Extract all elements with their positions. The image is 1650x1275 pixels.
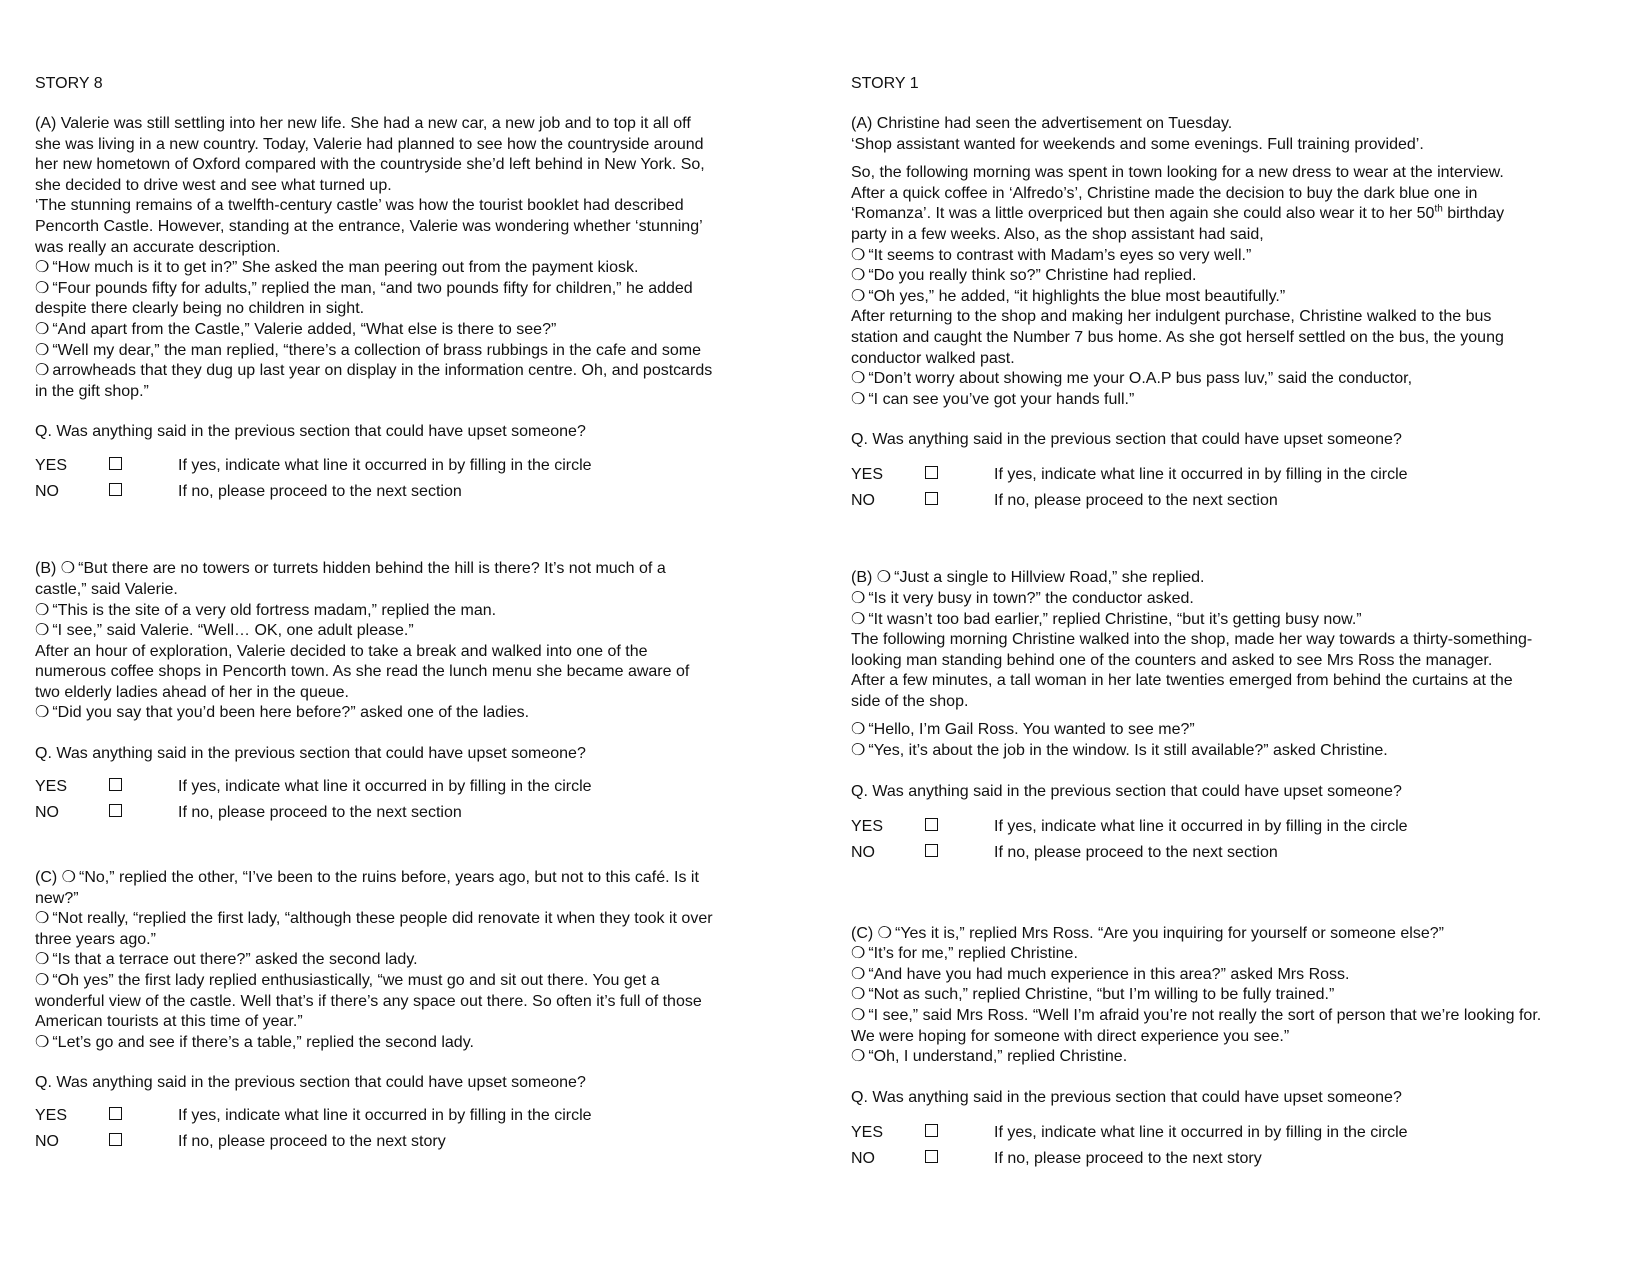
no-option: [851, 842, 1623, 868]
story-title: STORY 1: [851, 75, 919, 92]
no-checkbox[interactable]: [109, 804, 122, 817]
text-line: side of the shop.: [851, 692, 969, 710]
circle-bullet-icon[interactable]: ❍: [851, 246, 866, 264]
circle-bullet-icon[interactable]: ❍: [35, 362, 50, 380]
circle-bullet-icon[interactable]: ❍: [851, 721, 866, 739]
yes-instruction: If yes, indicate what line it occurred in by filling in the circle: [178, 778, 592, 796]
no-instruction: If no, please proceed to the next section: [994, 492, 1278, 510]
text-line: despite there clearly being no children in sight.: [35, 300, 365, 318]
circle-bullet-icon[interactable]: ❍: [876, 569, 892, 587]
text-line: she decided to drive west and see what turned up.: [35, 176, 392, 194]
dialogue-line: ❍ “Is that a terrace out there?” asked the second lady.: [35, 950, 805, 971]
text-line: (A) Valerie was still settling into her new life. She had a new car, a new job and to top it all off: [35, 115, 691, 132]
text-line: new?”: [35, 889, 79, 907]
text-line: After a few minutes, a tall woman in her late twenties emerged from behind the curtains at the: [851, 672, 1513, 690]
text-line: station and caught the Number 7 bus home. As she got herself settled on the bus, the young: [851, 328, 1504, 346]
dialogue-line: ❍ “It’s for me,” replied Christine.: [851, 944, 1623, 965]
story-1-column: [851, 74, 1623, 1174]
answer-options: [851, 464, 1623, 516]
yes-instruction: If yes, indicate what line it occurred in by filling in the circle: [994, 466, 1408, 484]
text-line: Pencorth Castle. However, standing at the entrance, Valerie was wondering whether ‘stunning’: [35, 217, 703, 235]
circle-bullet-icon[interactable]: ❍: [851, 370, 866, 388]
yes-option: [35, 1105, 805, 1131]
text-line: So, the following morning was spent in town looking for a new dress to wear at the interview.: [851, 164, 1504, 182]
dialogue-line: ❍ arrowheads that they dug up last year on display in the information centre. Oh, and postcards: [35, 361, 805, 382]
dialogue-line: (C) ❍ “Yes it is,” replied Mrs Ross. “Are you inquiring for yourself or someone else?”: [851, 924, 1623, 945]
no-checkbox[interactable]: [925, 492, 938, 505]
text-line: After a quick coffee in ‘Alfredo’s’, Christine made the decision to buy the dark blue one in: [851, 184, 1478, 202]
no-label: NO: [851, 843, 875, 861]
no-option: [851, 1148, 1623, 1174]
dialogue-line: ❍ “Hello, I’m Gail Ross. You wanted to see me?”: [851, 720, 1623, 741]
text-line: was really an accurate description.: [35, 238, 281, 256]
circle-bullet-icon[interactable]: ❍: [35, 622, 50, 640]
yes-option: [851, 1122, 1623, 1148]
circle-bullet-icon[interactable]: ❍: [35, 341, 50, 359]
circle-bullet-icon[interactable]: ❍: [61, 869, 76, 887]
no-option: [35, 481, 805, 507]
section-a-intro: [851, 114, 1623, 155]
circle-bullet-icon[interactable]: ❍: [851, 287, 866, 305]
yes-checkbox[interactable]: [109, 778, 122, 791]
text-line: ‘The stunning remains of a twelfth-century castle’ was how the tourist booklet had described: [35, 197, 684, 215]
dialogue-line: ❍ “This is the site of a very old fortress madam,” replied the man.: [35, 601, 805, 622]
section-c-text: [35, 868, 805, 1053]
no-label: NO: [35, 1133, 59, 1151]
circle-bullet-icon[interactable]: ❍: [851, 1007, 866, 1025]
circle-bullet-icon[interactable]: ❍: [35, 601, 50, 619]
yes-checkbox[interactable]: [109, 1107, 122, 1120]
dialogue-line: ❍ “Do you really think so?” Christine had replied.: [851, 266, 1623, 287]
circle-bullet-icon[interactable]: ❍: [851, 1048, 866, 1066]
yes-option: [35, 776, 805, 802]
circle-bullet-icon[interactable]: ❍: [35, 320, 50, 338]
text-line: conductor walked past.: [851, 349, 1015, 367]
section-c-text: [851, 924, 1623, 1068]
answer-options: [35, 776, 805, 828]
no-label: NO: [35, 483, 59, 501]
dialogue-line: ❍ “Oh yes,” he added, “it highlights the blue most beautifully.”: [851, 287, 1623, 308]
section-b-text: [35, 559, 805, 724]
no-checkbox[interactable]: [109, 483, 122, 496]
dialogue-line: ❍ “Oh yes” the first lady replied enthusiastically, “we must go and sit out there. You get a: [35, 971, 805, 992]
dialogue-line: ❍ “And apart from the Castle,” Valerie added, “What else is there to see?”: [35, 320, 805, 341]
circle-bullet-icon[interactable]: ❍: [35, 910, 50, 928]
dialogue-line: (B) ❍ “Just a single to Hillview Road,” she replied.: [851, 568, 1623, 589]
text-line: party in a few weeks. Also, as the shop assistant had said,: [851, 225, 1264, 243]
question-text: Q. Was anything said in the previous section that could have upset someone?: [851, 782, 1402, 800]
circle-bullet-icon[interactable]: ❍: [35, 259, 50, 277]
circle-bullet-icon[interactable]: ❍: [877, 924, 892, 942]
circle-bullet-icon[interactable]: ❍: [851, 965, 866, 983]
circle-bullet-icon[interactable]: ❍: [35, 704, 50, 722]
text-line: ‘Shop assistant wanted for weekends and some evenings. Full training provided’.: [851, 135, 1424, 153]
circle-bullet-icon[interactable]: ❍: [851, 390, 866, 408]
no-label: NO: [851, 1149, 875, 1167]
story-8-column: [35, 74, 805, 1157]
yes-instruction: If yes, indicate what line it occurred in by filling in the circle: [994, 817, 1408, 835]
no-checkbox[interactable]: [925, 844, 938, 857]
yes-instruction: If yes, indicate what line it occurred in by filling in the circle: [994, 1123, 1408, 1141]
circle-bullet-icon[interactable]: ❍: [35, 972, 50, 990]
yes-checkbox[interactable]: [925, 818, 938, 831]
circle-bullet-icon[interactable]: ❍: [35, 951, 50, 969]
dialogue-line: (B) ❍ “But there are no towers or turrets hidden behind the hill is there? It’s not much of a: [35, 559, 805, 580]
dialogue-line: ❍ “Yes, it’s about the job in the window. Is it still available?” asked Christine.: [851, 741, 1623, 762]
dialogue-line: ❍ “Four pounds fifty for adults,” replied the man, “and two pounds fifty for children,” he added: [35, 279, 805, 300]
yes-instruction: If yes, indicate what line it occurred in by filling in the circle: [178, 457, 592, 475]
yes-label: YES: [35, 778, 68, 796]
section-a-text: [851, 163, 1623, 410]
text-line: After returning to the shop and making her indulgent purchase, Christine walked to the bus: [851, 308, 1492, 326]
section-b-text: [851, 568, 1623, 712]
question-text: Q. Was anything said in the previous section that could have upset someone?: [851, 1088, 1402, 1106]
no-checkbox[interactable]: [925, 1150, 938, 1163]
circle-bullet-icon[interactable]: ❍: [851, 589, 866, 607]
no-instruction: If no, please proceed to the next story: [178, 1133, 446, 1151]
no-instruction: If no, please proceed to the next story: [994, 1149, 1262, 1167]
yes-option: [851, 816, 1623, 842]
text-line: American tourists at this time of year.”: [35, 1013, 303, 1031]
text-line: After an hour of exploration, Valerie decided to take a break and walked into one of the: [35, 642, 648, 660]
yes-label: YES: [35, 1107, 68, 1125]
question-text: Q. Was anything said in the previous section that could have upset someone?: [35, 745, 586, 763]
circle-bullet-icon[interactable]: ❍: [851, 610, 866, 628]
circle-bullet-icon[interactable]: ❍: [60, 560, 76, 578]
question-text: Q. Was anything said in the previous section that could have upset someone?: [35, 423, 586, 441]
answer-options: [35, 1105, 805, 1157]
story-title: STORY 8: [35, 75, 103, 92]
dialogue-line: (C) ❍ “No,” replied the other, “I’ve been to the ruins before, years ago, but not to this café. Is it: [35, 868, 805, 889]
dialogue-line: ❍ “I can see you’ve got your hands full.”: [851, 390, 1623, 411]
text-line: looking man standing behind one of the counters and asked to see Mrs Ross the manager.: [851, 651, 1493, 669]
yes-checkbox[interactable]: [109, 457, 122, 470]
yes-checkbox[interactable]: [925, 466, 938, 479]
question-text: Q. Was anything said in the previous section that could have upset someone?: [35, 1074, 586, 1092]
dialogue-line: ❍ “It seems to contrast with Madam’s eyes so very well.”: [851, 246, 1623, 267]
text-line: The following morning Christine walked into the shop, made her way towards a thirty-something-: [851, 631, 1533, 649]
circle-bullet-icon[interactable]: ❍: [851, 945, 866, 963]
text-line: her new hometown of Oxford compared with the countryside she’d left behind in New York. So,: [35, 156, 705, 174]
text-line: castle,” said Valerie.: [35, 580, 178, 598]
ordinal-suffix: th: [1434, 204, 1443, 216]
text-line: We were hoping for someone with direct experience you see.”: [851, 1027, 1290, 1045]
text-line: ‘Romanza’. It was a little overpriced but then again she could also wear it to her 50th birthday: [851, 204, 1505, 223]
answer-options: [851, 816, 1623, 868]
circle-bullet-icon[interactable]: ❍: [851, 986, 866, 1004]
yes-label: YES: [35, 457, 68, 475]
no-label: NO: [35, 804, 59, 822]
dialogue-line: ❍ “Not really, “replied the first lady, “although these people did renovate it when they took it over: [35, 909, 805, 930]
no-option: [851, 490, 1623, 516]
question-text: Q. Was anything said in the previous section that could have upset someone?: [851, 431, 1402, 449]
section-a-text: [35, 114, 805, 402]
text-line: numerous coffee shops in Pencorth town. As she read the lunch menu she became aware of: [35, 663, 690, 681]
circle-bullet-icon[interactable]: ❍: [35, 279, 50, 297]
text-line: in the gift shop.”: [35, 382, 149, 400]
text-line: (A) Christine had seen the advertisement on Tuesday.: [851, 115, 1233, 132]
no-instruction: If no, please proceed to the next section: [994, 843, 1278, 861]
section-b-dialogue: [851, 720, 1623, 761]
yes-label: YES: [851, 1123, 884, 1141]
dialogue-line: ❍ “Did you say that you’d been here before?” asked one of the ladies.: [35, 703, 805, 724]
no-label: NO: [851, 492, 875, 510]
dialogue-line: ❍ “Is it very busy in town?” the conductor asked.: [851, 589, 1623, 610]
dialogue-line: ❍ “How much is it to get in?” She asked the man peering out from the payment kiosk.: [35, 258, 805, 279]
answer-options: [35, 455, 805, 507]
dialogue-line: ❍ “Don’t worry about showing me your O.A.P bus pass luv,” said the conductor,: [851, 369, 1623, 390]
dialogue-line: ❍ “Well my dear,” the man replied, “there’s a collection of brass rubbings in the cafe and some: [35, 341, 805, 362]
no-instruction: If no, please proceed to the next section: [178, 804, 462, 822]
no-checkbox[interactable]: [109, 1133, 122, 1146]
dialogue-line: ❍ “Oh, I understand,” replied Christine.: [851, 1047, 1623, 1068]
circle-bullet-icon[interactable]: ❍: [35, 1033, 50, 1051]
dialogue-line: ❍ “I see,” said Valerie. “Well… OK, one adult please.”: [35, 621, 805, 642]
text-line: she was living in a new country. Today, Valerie had planned to see how the countryside around: [35, 135, 704, 153]
circle-bullet-icon[interactable]: ❍: [851, 742, 866, 760]
text-line: two elderly ladies ahead of her in the queue.: [35, 683, 349, 701]
yes-instruction: If yes, indicate what line it occurred in by filling in the circle: [178, 1107, 592, 1125]
yes-option: [35, 455, 805, 481]
answer-options: [851, 1122, 1623, 1174]
circle-bullet-icon[interactable]: ❍: [851, 267, 866, 285]
text-line: wonderful view of the castle. Well that’s if there’s any space out there. So often it’s full of those: [35, 992, 702, 1010]
dialogue-line: ❍ “I see,” said Mrs Ross. “Well I’m afraid you’re not really the sort of person that we’re looking for.: [851, 1006, 1623, 1027]
no-option: [35, 802, 805, 828]
text-line: three years ago.”: [35, 930, 156, 948]
no-instruction: If no, please proceed to the next section: [178, 483, 462, 501]
yes-option: [851, 464, 1623, 490]
dialogue-line: ❍ “And have you had much experience in this area?” asked Mrs Ross.: [851, 965, 1623, 986]
dialogue-line: ❍ “It wasn’t too bad earlier,” replied Christine, “but it’s getting busy now.”: [851, 610, 1623, 631]
yes-label: YES: [851, 466, 884, 484]
yes-label: YES: [851, 817, 884, 835]
yes-checkbox[interactable]: [925, 1124, 938, 1137]
dialogue-line: ❍ “Let’s go and see if there’s a table,” replied the second lady.: [35, 1033, 805, 1054]
dialogue-line: ❍ “Not as such,” replied Christine, “but I’m willing to be fully trained.”: [851, 985, 1623, 1006]
no-option: [35, 1131, 805, 1157]
